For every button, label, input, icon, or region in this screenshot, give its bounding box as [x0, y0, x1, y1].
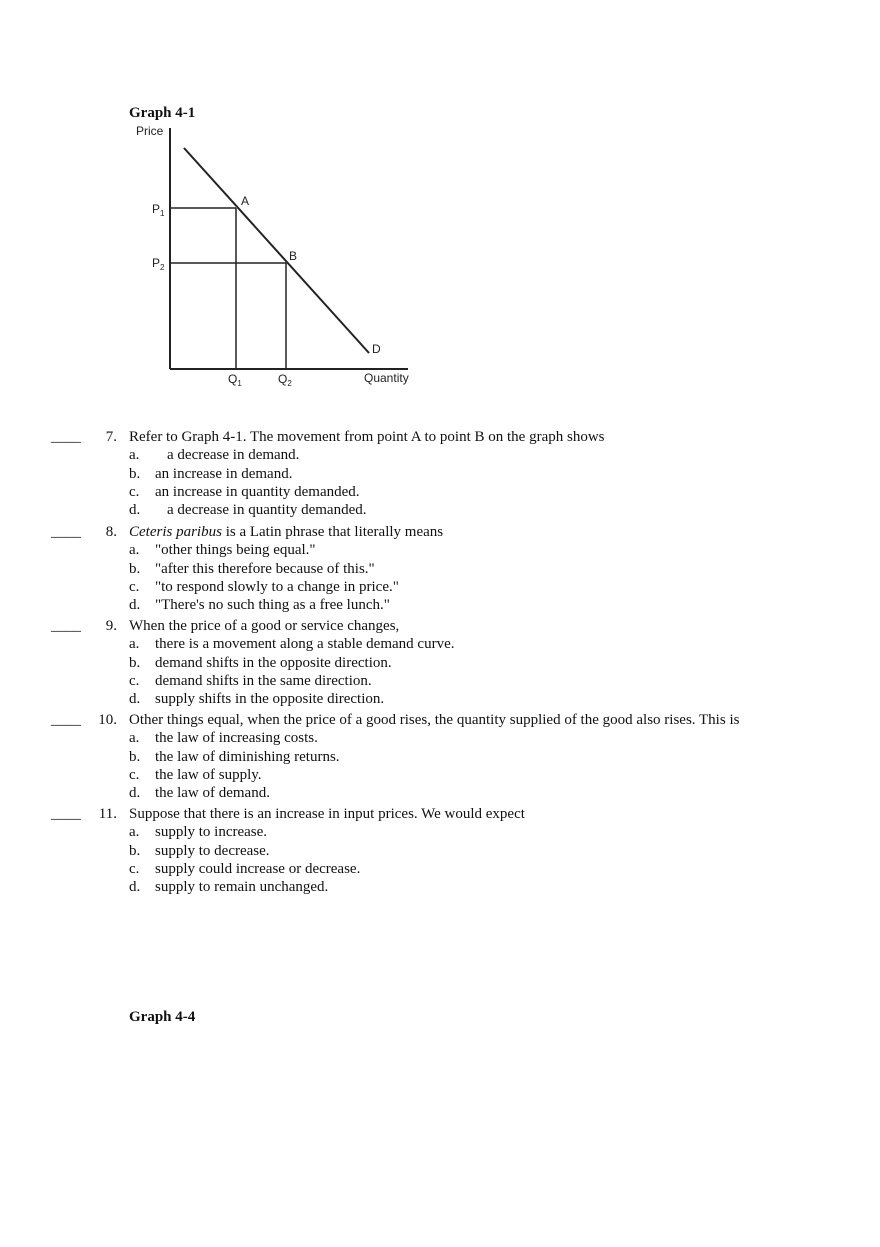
option-text: supply could increase or decrease.: [155, 860, 361, 877]
option-text: supply to increase.: [155, 824, 268, 841]
option-text: supply shifts in the opposite direction.: [155, 691, 385, 708]
option-text: "other things being equal.": [155, 542, 316, 559]
latin-phrase: Ceteris paribus: [129, 524, 222, 540]
option-letter: b.: [129, 748, 141, 765]
option: [0, 560, 880, 578]
option-text: there is a movement along a stable demand curve.: [155, 636, 455, 653]
option-text: the law of diminishing returns.: [155, 748, 340, 765]
graph-4-1-title: Graph 4-1: [129, 105, 196, 121]
option-letter: c.: [129, 578, 140, 595]
question-number: 7.: [105, 429, 117, 445]
option: [0, 784, 880, 802]
option-letter: b.: [129, 842, 141, 859]
question-number: 11.: [98, 806, 117, 822]
option: [0, 729, 880, 747]
option-text: supply to decrease.: [155, 842, 270, 859]
option-letter: a.: [129, 824, 140, 841]
option-text: demand shifts in the opposite direction.: [155, 654, 392, 671]
option: [0, 465, 880, 483]
question-number: 8.: [105, 524, 117, 540]
graph-4-4-title: Graph 4-4: [129, 1009, 196, 1025]
question-11: [0, 805, 880, 896]
point-a-label: A: [241, 194, 250, 208]
option: [0, 842, 880, 860]
answer-blank[interactable]: ____: [51, 712, 81, 728]
option: [0, 766, 880, 784]
question-7: [0, 428, 880, 519]
question-text: Other things equal, when the price of a good rises, the quantity supplied of the good also rises. This is: [129, 712, 740, 728]
option-letter: a.: [129, 542, 140, 559]
option-letter: d.: [129, 502, 141, 519]
option-text: the law of supply.: [155, 766, 262, 783]
q2-label: $Q_2$: [278, 372, 292, 388]
option-letter: c.: [129, 766, 140, 783]
option-letter: d.: [129, 597, 141, 614]
option-text: the law of demand.: [155, 785, 270, 802]
option-text: "after this therefore because of this.": [155, 560, 375, 577]
question-8: [0, 523, 880, 614]
option-text: the law of increasing costs.: [155, 730, 318, 747]
option-letter: d.: [129, 879, 141, 896]
option-letter: b.: [129, 654, 141, 671]
option-letter: c.: [129, 860, 140, 877]
option-text: a decrease in demand.: [167, 447, 300, 464]
question-10: [0, 711, 880, 802]
option: [0, 578, 880, 596]
option-text: supply to remain unchanged.: [155, 879, 329, 896]
option: [0, 672, 880, 690]
p2-label: $P_2$: [152, 256, 165, 272]
option: [0, 878, 880, 896]
option: [0, 501, 880, 519]
point-b-label: B: [289, 249, 298, 263]
p1-label: $P_1$: [152, 202, 165, 218]
option: [0, 748, 880, 766]
answer-blank[interactable]: ____: [51, 524, 81, 540]
option: [0, 654, 880, 672]
option: [0, 446, 880, 464]
question-text: [129, 523, 443, 541]
option: [0, 541, 880, 559]
question-9: [0, 617, 880, 708]
option-letter: a.: [129, 636, 140, 653]
question-text: Suppose that there is an increase in input prices. We would expect: [129, 806, 525, 822]
option: [0, 823, 880, 841]
option-text: demand shifts in the same direction.: [155, 672, 372, 689]
option-letter: d.: [129, 691, 141, 708]
option: [0, 860, 880, 878]
option-letter: a.: [129, 730, 140, 747]
option-text: an increase in demand.: [155, 465, 293, 482]
option: [0, 635, 880, 653]
question-number: 9.: [105, 618, 117, 634]
graph-4-1-chart: [128, 118, 418, 393]
option-letter: c.: [129, 672, 140, 689]
answer-blank[interactable]: ____: [51, 429, 81, 445]
question-text-rest: is a Latin phrase that literally means: [221, 524, 444, 540]
option-text: an increase in quantity demanded.: [155, 483, 360, 500]
option-letter: c.: [129, 483, 140, 500]
option: [0, 596, 880, 614]
curve-d-label: D: [372, 342, 381, 356]
answer-blank[interactable]: ____: [51, 618, 81, 634]
option: [0, 690, 880, 708]
quantity-axis-label: Quantity: [364, 371, 409, 385]
option: [0, 483, 880, 501]
option-letter: b.: [129, 560, 141, 577]
option-text: a decrease in quantity demanded.: [167, 502, 367, 519]
q1-label: $Q_1$: [228, 372, 242, 388]
price-axis-label: Price: [136, 124, 164, 138]
answer-blank[interactable]: ____: [51, 806, 81, 822]
question-number: 10.: [98, 712, 117, 728]
option-text: "to respond slowly to a change in price.": [155, 578, 399, 595]
option-letter: b.: [129, 465, 141, 482]
option-letter: d.: [129, 785, 141, 802]
question-text: Refer to Graph 4-1. The movement from point A to point B on the graph shows: [129, 429, 605, 445]
option-letter: a.: [129, 447, 140, 464]
question-text: When the price of a good or service changes,: [129, 618, 400, 634]
option-text: "There's no such thing as a free lunch.": [155, 597, 390, 614]
demand-curve: [184, 148, 369, 353]
